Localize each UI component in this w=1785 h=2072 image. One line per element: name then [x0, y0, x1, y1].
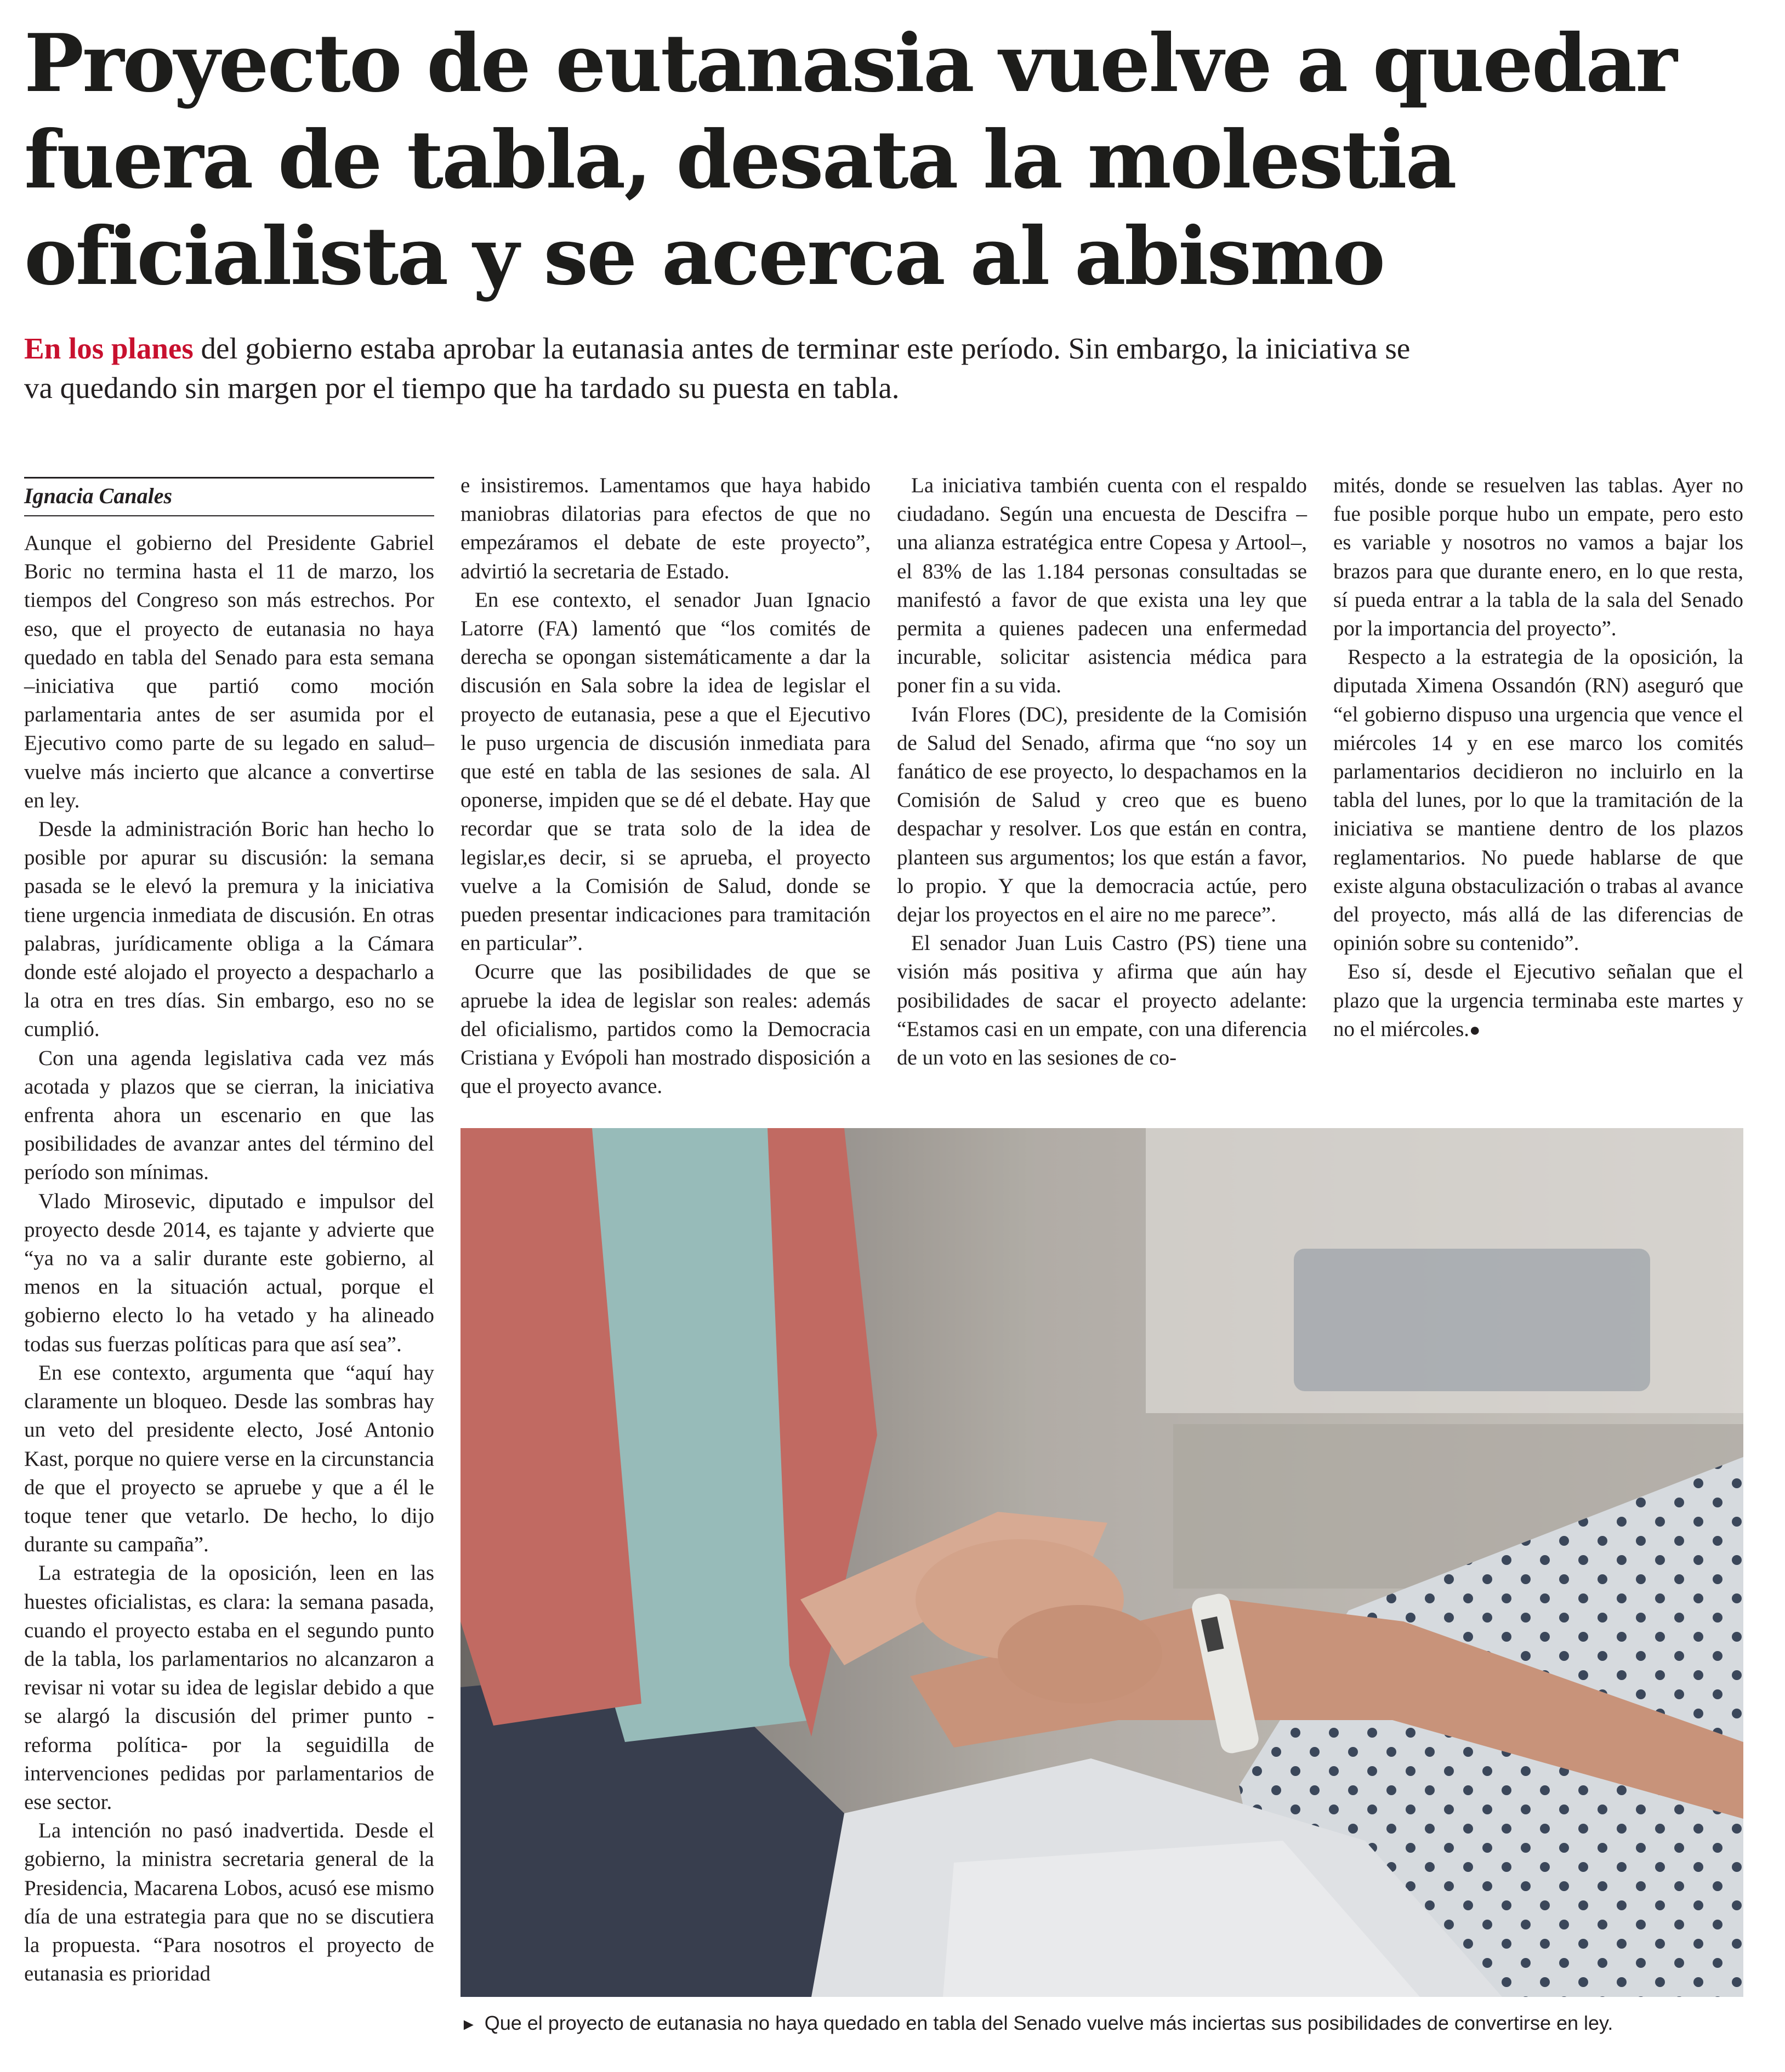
- article-column-4: [1333, 471, 1743, 1096]
- article-column-1: [24, 529, 434, 2034]
- byline: Ignacia Canales: [24, 477, 434, 516]
- deck-lead: En los planes: [24, 332, 194, 365]
- paragraph: Desde la administración Boric han hecho lo posible por apurar su discusión: la semana pasada se le elevó la premura y la iniciativa tiene urgencia inmediata de discusión. En otras palabras, jurídicamente obliga a la Cámara donde esté alojado el proyecto a despacharlo a la otra en tres días. Sin embargo, eso no se cumplió.: [24, 817, 434, 1041]
- paragraph: El senador Juan Luis Castro (PS) tiene una visión más positiva y afirma que aún hay posibilidades de sacar el proyecto adelante: “Estamos casi en un empate, con una diferencia de un voto en las sesiones de co-: [897, 931, 1307, 1070]
- paragraph: Aunque el gobierno del Presidente Gabriel Boric no termina hasta el 11 de marzo, los tiempos del Congreso son más estrechos. Por eso, que el proyecto de eutanasia no haya quedado en tabla del Senado para esta semana –iniciativa que partió como moción parlamentaria antes de ser asumida por el Ejecutivo como parte de su legado en salud– vuelve más incierto que alcance a convertirse en ley.: [24, 531, 434, 812]
- paragraph: La iniciativa también cuenta con el respaldo ciudadano. Según una encuesta de Descifra –una alianza estratégica entre Copesa y Artool–, el 83% de las 1.184 personas consultadas se manifestó a favor de que exista una ley que permita a quienes padecen una enfermedad incurable, solicitar asistencia médica para poner fin a su vida.: [897, 474, 1307, 698]
- caption-text: Que el proyecto de eutanasia no haya quedado en tabla del Senado vuelve más inciertas sus posibilidades de convertirse en ley.: [484, 2012, 1613, 2034]
- paragraph: Respecto a la estrategia de la oposición, la diputada Ximena Ossandón (RN) aseguró que “el gobierno dispuso una urgencia que vence el miércoles 14 y en ese marco los comités parlamentarios decidieron no incluirlo en la tabla del lunes, por lo que la tramitación de la iniciativa se mantiene dentro de los plazos reglamentarios. No puede hablarse de que existe alguna obstaculización o trabas al avance del proyecto, más allá de las diferencias de opinión sobre su contenido”.: [1333, 645, 1743, 955]
- paragraph: Con una agenda legislativa cada vez más acotada y plazos que se cierran, la iniciativa enfrenta ahora un escenario en que las posibilidades de avanzar antes del término del período son mínimas.: [24, 1046, 434, 1185]
- article-column-3: [897, 471, 1307, 1096]
- paragraph: La intención no pasó inadvertida. Desde el gobierno, la ministra secretaria general de la Presidencia, Macarena Lobos, acusó ese mismo día de una estrategia para que no se discutiera la propuesta. “Para nosotros el proyecto de eutanasia es prioridad: [24, 1819, 434, 1986]
- end-mark-icon: ●: [1469, 1020, 1481, 1040]
- paragraph: mités, donde se resuelven las tablas. Ayer no fue posible porque hubo un empate, pero esto es variable y nosotros no vamos a bajar los brazos para que durante enero, en lo que resta, sí pueda entrar a la tabla de la sala del Senado por la importancia del proyecto”.: [1333, 474, 1743, 641]
- article-column-2: [461, 471, 871, 1096]
- paragraph: [1333, 958, 1743, 1045]
- caption-arrow-icon: ►: [461, 2016, 477, 2034]
- paragraph-text: Eso sí, desde el Ejecutivo señalan que el plazo que la urgencia terminaba este martes y no el miércoles.: [1333, 960, 1743, 1041]
- article-photo: [461, 1128, 1743, 1997]
- hospital-hands-photo-icon: [461, 1128, 1743, 1997]
- paragraph: La estrategia de la oposición, leen en las huestes oficialistas, es clara: la semana pasada, cuando el proyecto estaba en el segundo punto de la tabla, los parlamentarios no alcanzaron a revisar ni votar su idea de legislar debido a que se alargó la discusión del primer punto -reforma política- por la seguidilla de intervenciones pedidas por parlamentarios de ese sector.: [24, 1561, 434, 1814]
- headline: Proyecto de eutanasia vuelve a quedar fuera de tabla, desata la molestia oficialista y se acerca al abismo: [24, 17, 1676, 303]
- paragraph: En ese contexto, el senador Juan Ignacio Latorre (FA) lamentó que “los comités de derecha se opongan sistemáticamente a dar la discusión en Sala sobre la idea de legislar el proyecto de eutanasia, pese a que el Ejecutivo le puso urgencia de discusión inmediata para que esté en tabla de las sesiones de sala. Al oponerse, impiden que se dé el debate. Hay que recordar que se trata solo de la idea de legislar,es decir, si se aprueba, el proyecto vuelve a la Comisión de Salud, donde se pueden presentar indicaciones para tramitación en particular”.: [461, 588, 871, 955]
- paragraph: e insistiremos. Lamentamos que haya habido maniobras dilatorias para efectos de que no empezáramos el debate de este proyecto”, advirtió la secretaria de Estado.: [461, 474, 871, 583]
- paragraph: Iván Flores (DC), presidente de la Comisión de Salud del Senado, afirma que “no soy un fanático de ese proyecto, lo despachamos en la Comisión de Salud y creo que es bueno despachar y resolver. Los que están en contra, planteen sus argumentos; los que están a favor, lo propio. Y que la democracia actúe, pero dejar los proyectos en el aire no me parece”.: [897, 702, 1307, 927]
- photo-caption: [461, 2009, 1765, 2039]
- paragraph: En ese contexto, argumenta que “aquí hay claramente un bloqueo. Desde las sombras hay un veto del presidente electo, José Antonio Kast, porque no quiere verse en la circunstancia de que el proyecto se apruebe y que a él le toque tener que vetarlo. De hecho, lo dijo durante su campaña”.: [24, 1361, 434, 1557]
- paragraph: Vlado Mirosevic, diputado e impulsor del proyecto desde 2014, es tajante y advierte que “ya no va a salir durante este gobierno, al menos en la situación actual, porque el gobierno electo lo ha vetado y ha alineado todas sus fuerzas políticas para que así sea”.: [24, 1189, 434, 1356]
- deck: [24, 329, 1428, 408]
- deck-text: del gobierno estaba aprobar la eutanasia antes de terminar este período. Sin embargo, la iniciativa se va quedando sin margen por el tiempo que ha tardado su puesta en tabla.: [24, 332, 1411, 405]
- paragraph: Ocurre que las posibilidades de que se apruebe la idea de legislar son reales: además del oficialismo, partidos como la Democracia Cristiana y Evópoli han mostrado disposición a que el proyecto avance.: [461, 960, 871, 1098]
